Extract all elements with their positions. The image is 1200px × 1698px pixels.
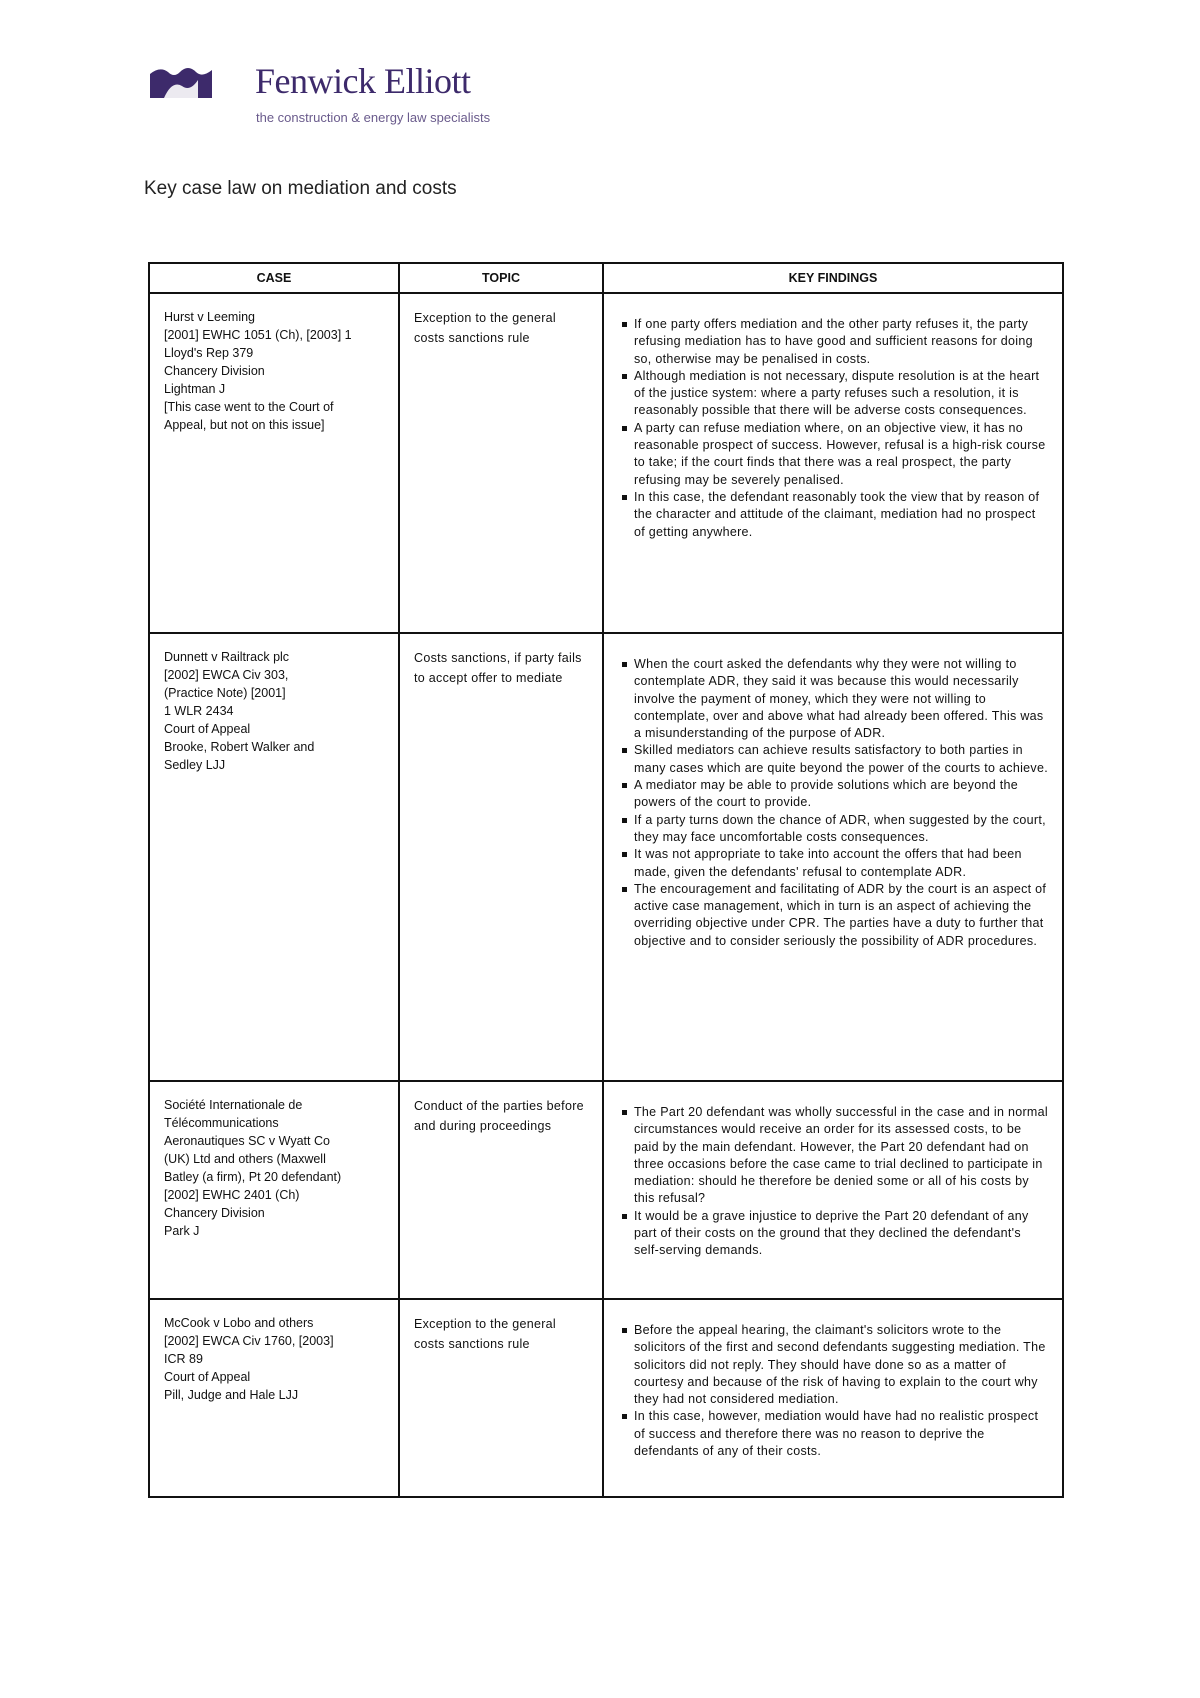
list-item: A mediator may be able to provide solutions which are beyond the powers of the court to provide. — [634, 777, 1048, 812]
topic-cell — [399, 293, 603, 633]
topic-text: Conduct of the parties before and during proceedings — [414, 1099, 584, 1133]
table-row — [149, 293, 1063, 633]
table-row — [149, 1299, 1063, 1497]
case-judges: Sedley LJJ — [164, 758, 226, 772]
fenwick-elliott-logo — [150, 62, 490, 132]
list-item: If a party turns down the chance of ADR, when suggested by the court, they may face uncomfortable costs consequences. — [634, 812, 1048, 847]
column-header-key-findings: KEY FINDINGS — [603, 263, 1063, 293]
topic-cell — [399, 1081, 603, 1299]
case-law-table — [148, 262, 1064, 1498]
list-item: Although mediation is not necessary, dispute resolution is at the heart of the justice system: where a party refuses such a resolution, it is reasonably possible that there will be adverse costs consequences. — [634, 368, 1048, 420]
page-title: Key case law on mediation and costs — [144, 178, 457, 199]
case-cell — [149, 633, 399, 1081]
topic-cell — [399, 633, 603, 1081]
case-name: Télécommunications — [164, 1116, 279, 1130]
case-citation: Lloyd's Rep 379 — [164, 346, 254, 360]
case-court: Court of Appeal — [164, 722, 251, 736]
findings-cell — [603, 1081, 1063, 1299]
case-name: Aeronautiques SC v Wyatt Co — [164, 1134, 330, 1148]
list-item: The Part 20 defendant was wholly successful in the case and in normal circumstances would receive an order for its assessed costs, to be paid by the main defendant. However, the Part 20 defendant had on three occasions before the case came to trial declined to participate in mediation: should he therefore be denied some or all of his costs by this refusal? — [634, 1104, 1048, 1208]
case-citation: 1 WLR 2434 — [164, 704, 234, 718]
case-judges: Pill, Judge and Hale LJJ — [164, 1388, 299, 1402]
case-name: Batley (a firm), Pt 20 defendant) — [164, 1170, 342, 1184]
findings-cell — [603, 1299, 1063, 1497]
topic-text: Costs sanctions, if party fails to accept offer to mediate — [414, 651, 582, 685]
fenwick-elliott-wave-mark-icon — [150, 66, 212, 98]
table-row — [149, 633, 1063, 1081]
case-court: Chancery Division — [164, 364, 265, 378]
case-citation: [2002] EWCA Civ 303, — [164, 668, 289, 682]
case-court: Court of Appeal — [164, 1370, 251, 1384]
list-item: It would be a grave injustice to deprive the Part 20 defendant of any part of their costs on the ground that they declined the defendant's self-serving demands. — [634, 1208, 1048, 1260]
case-court: Chancery Division — [164, 1206, 265, 1220]
list-item: When the court asked the defendants why they were not willing to contemplate ADR, they said it was because this would necessarily involve the payment of money, which they were not willing to contemplate, over and above what had already been offered. This was a misunderstanding of the purpose of ADR. — [634, 656, 1048, 742]
column-header-case: CASE — [149, 263, 399, 293]
findings-cell — [603, 633, 1063, 1081]
case-name: Dunnett v Railtrack plc — [164, 650, 290, 664]
findings-list — [618, 316, 1048, 541]
case-name: McCook v Lobo and others — [164, 1316, 314, 1330]
case-note: [This case went to the Court of — [164, 400, 334, 414]
case-citation: [2001] EWHC 1051 (Ch), [2003] 1 — [164, 328, 352, 342]
list-item: In this case, however, mediation would have had no realistic prospect of success and therefore there was no reason to deprive the defendants of any of their costs. — [634, 1408, 1048, 1460]
case-name: Hurst v Leeming — [164, 310, 256, 324]
column-header-topic: TOPIC — [399, 263, 603, 293]
case-name: Société Internationale de — [164, 1098, 303, 1112]
list-item: A party can refuse mediation where, on an objective view, it has no reasonable prospect of success. However, refusal is a high-risk course to take; if the court finds that there was a real prospect, the party refusing may be severely penalised. — [634, 420, 1048, 489]
table-header-row — [149, 263, 1063, 293]
case-judges: Park J — [164, 1224, 200, 1238]
case-citation: [2002] EWHC 2401 (Ch) — [164, 1188, 300, 1202]
case-citation: (Practice Note) [2001] — [164, 686, 286, 700]
topic-text: Exception to the general costs sanctions rule — [414, 1317, 557, 1351]
case-citation: [2002] EWCA Civ 1760, [2003] — [164, 1334, 334, 1348]
topic-cell — [399, 1299, 603, 1497]
list-item: If one party offers mediation and the other party refuses it, the party refusing mediation has to have good and sufficient reasons for doing so, otherwise may be penalised in costs. — [634, 316, 1048, 368]
case-note: Appeal, but not on this issue] — [164, 418, 325, 432]
findings-list — [618, 656, 1048, 950]
case-name: (UK) Ltd and others (Maxwell — [164, 1152, 326, 1166]
list-item: In this case, the defendant reasonably took the view that by reason of the character and attitude of the claimant, mediation had no prospect of getting anywhere. — [634, 489, 1048, 541]
topic-text: Exception to the general costs sanctions rule — [414, 311, 557, 345]
case-judges: Lightman J — [164, 382, 226, 396]
case-cell — [149, 1081, 399, 1299]
table-row — [149, 1081, 1063, 1299]
findings-list — [618, 1322, 1048, 1460]
list-item: It was not appropriate to take into account the offers that had been made, given the defendants' refusal to contemplate ADR. — [634, 846, 1048, 881]
list-item: The encouragement and facilitating of ADR by the court is an aspect of active case management, which in turn is an aspect of achieving the overriding objective under CPR. The parties have a duty to further that objective and to consider seriously the possibility of ADR procedures. — [634, 881, 1048, 950]
list-item: Skilled mediators can achieve results satisfactory to both parties in many cases which are quite beyond the power of the courts to achieve. — [634, 742, 1048, 777]
case-cell — [149, 1299, 399, 1497]
brand-tagline: the construction & energy law specialists — [256, 110, 491, 125]
list-item: Before the appeal hearing, the claimant's solicitors wrote to the solicitors of the first and second defendants suggesting mediation. The solicitors did not reply. They should have done so as a matter of courtesy and because of the risk of having to explain to the court why they had not considered mediation. — [634, 1322, 1048, 1408]
case-judges: Brooke, Robert Walker and — [164, 740, 315, 754]
brand-name: Fenwick Elliott — [255, 61, 471, 101]
case-citation: ICR 89 — [164, 1352, 203, 1366]
case-cell — [149, 293, 399, 633]
findings-list — [618, 1104, 1048, 1260]
findings-cell — [603, 293, 1063, 633]
